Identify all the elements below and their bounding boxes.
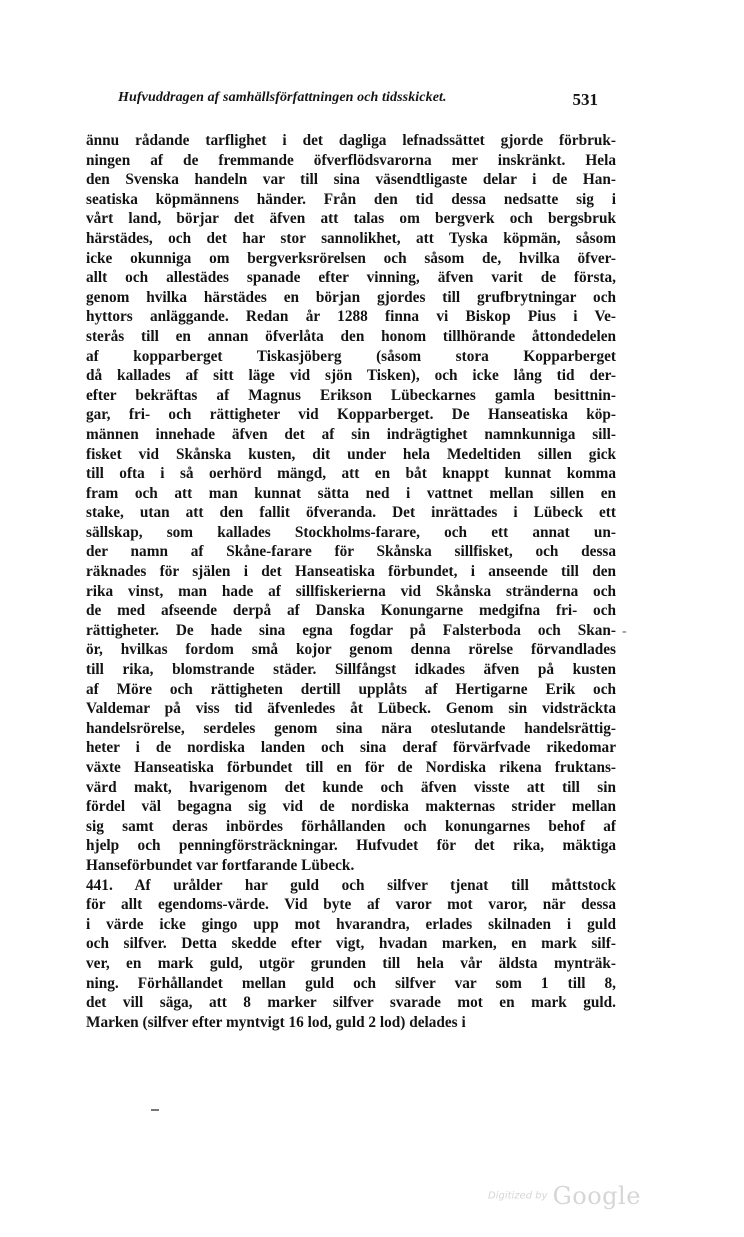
margin-mark: - bbox=[622, 624, 627, 639]
text-line: och silfver. Detta skedde efter vigt, hvadan marken, en mark silf- bbox=[86, 935, 616, 953]
text-line: ännu rådande tarflighet i det dagliga lefnadssättet gjorde förbruk- bbox=[86, 132, 616, 149]
text-line: i värde icke gingo upp mot hvarandra, erlades skilnaden i guld bbox=[86, 915, 616, 933]
body-text bbox=[86, 131, 616, 1032]
digitization-watermark bbox=[488, 1182, 641, 1210]
text-line: gar, fri- och rättigheter vid Kopparberget. De Hanseatiska köp- bbox=[86, 406, 616, 424]
text-line: rättigheter. De hade sina egna fogdar på Falsterboda och Skan- bbox=[86, 621, 616, 639]
page-blemish bbox=[151, 1109, 159, 1111]
text-line: sällskap, som kallades Stockholms-farare, och ett annat un- bbox=[86, 523, 616, 541]
text-line: icke okunniga om bergverksrörelsen och såsom de, hvilka öfver- bbox=[86, 249, 616, 267]
text-line: den Svenska handeln var till sina väsendtligaste delar i de Han- bbox=[86, 171, 616, 189]
text-line: sig samt deras inbördes förhållanden och konungarnes behof af bbox=[86, 817, 616, 835]
text-line: rika vinst, man hade af sillfiskerierna vid Skånska stränderna och bbox=[86, 582, 616, 600]
text-line: af kopparberget Tiskasjöberg (såsom stora Kopparberget bbox=[86, 347, 616, 365]
text-line: Valdemar på viss tid äfvenledes åt Lübeck. Genom sin vidsträckta bbox=[86, 700, 616, 718]
text-line: heter i de nordiska landen och sina deraf förvärfvade rikedomar bbox=[86, 739, 616, 757]
text-line: genom hvilka härstädes en början gjordes till grufbrytningar och bbox=[86, 288, 616, 306]
text-line: männen innehade äfven det af sin indrägtighet namnkunniga sill- bbox=[86, 425, 616, 443]
text-line: ver, en mark guld, utgör grunden till hela vår äldsta mynträk- bbox=[86, 954, 616, 972]
text-line: för allt egendoms-värde. Vid byte af varor mot varor, när dessa bbox=[86, 896, 616, 914]
text-line: seatiska köpmännens händer. Från den tid dessa nedsatte sig i bbox=[86, 190, 616, 208]
text-line: hjelp och penningförsträckningar. Hufvudet för det rika, mäktiga bbox=[86, 837, 616, 855]
text-line: Hanseförbundet var fortfarande Lübeck. bbox=[86, 856, 355, 874]
text-line: härstädes, och det har stor sannolikhet, att Tyska köpmän, såsom bbox=[86, 229, 616, 247]
text-line: sterås till en annan öfverlåta den honom tillhörande åttondedelen bbox=[86, 327, 616, 345]
text-line: då kallades af sitt läge vid sjön Tisken), och icke lång tid der- bbox=[86, 367, 616, 385]
text-line: fisket vid Skånska kusten, dit under hela Medeltiden sillen gick bbox=[86, 445, 616, 463]
text-line: de med afseende derpå af Danska Konungarne medgifna fri- och bbox=[86, 602, 616, 620]
text-line: det vill säga, att 8 marker silfver svarade mot en mark guld. bbox=[86, 994, 616, 1012]
text-line: räknades för själen i det Hanseatiska förbundet, i anseende till den bbox=[86, 563, 616, 581]
text-line: af Möre och rättigheten dertill upplåts af Hertigarne Erik och bbox=[86, 680, 616, 698]
text-line: fördel väl begagna sig vid de nordiska makternas strider mellan bbox=[86, 798, 616, 816]
text-line: hyttors anläggande. Redan år 1288 finna vi Biskop Pius i Ve- bbox=[86, 308, 616, 326]
text-line: Marken (silfver efter myntvigt 16 lod, guld 2 lod) delades i bbox=[86, 1013, 466, 1031]
text-line: ör, hvilkas fordom små kojor genom denna rörelse förvandlades bbox=[86, 641, 616, 659]
text-line: till ofta i så oerhörd mängd, att en båt knappt kunnat komma bbox=[86, 465, 616, 483]
text-line: ningen af de fremmande öfverflödsvarorna mer inskränkt. Hela bbox=[86, 151, 616, 169]
running-title: Hufvuddragen af samhällsförfattningen och tidsskicket. bbox=[118, 90, 447, 105]
text-line: allt och allestädes spanade efter vinning, äfven varit de första, bbox=[86, 269, 616, 287]
text-line: efter bekräftas af Magnus Erikson Lübeckarnes gamla besittnin- bbox=[86, 386, 616, 404]
text-line: stake, utan att den fallit öfveranda. Det inrättades i Lübeck ett bbox=[86, 504, 616, 522]
text-line: växte Hanseatiska förbundet till en för de Nordiska rikena fruktans- bbox=[86, 759, 616, 776]
text-line: fram och att man kunnat sätta ned i vattnet mellan sillen en bbox=[86, 484, 616, 502]
text-line: der namn af Skåne-farare för Skånska sillfisket, och dessa bbox=[86, 543, 616, 561]
text-line: ning. Förhållandet mellan guld och silfver var som 1 till 8, bbox=[86, 974, 616, 992]
text-line: värd makt, hvarigenom det kunde och äfven visste att till sin bbox=[86, 778, 616, 796]
text-line: handelsrörelse, serdeles genom sina nära oteslutande handelsrättig- bbox=[86, 719, 616, 737]
page-number: 531 bbox=[572, 90, 598, 109]
text-line: till rika, blomstrande städer. Sillfångst idkades äfven på kusten bbox=[86, 661, 616, 679]
text-line: 441. Af urålder har guld och silfver tjenat till måttstock bbox=[86, 876, 616, 894]
watermark-prefix: Digitized by bbox=[488, 1190, 548, 1202]
text-line: vårt land, börjar det äfven att talas om bergverk och bergsbruk bbox=[86, 210, 616, 228]
watermark-logo: Google bbox=[552, 1182, 641, 1210]
running-head bbox=[118, 90, 598, 114]
